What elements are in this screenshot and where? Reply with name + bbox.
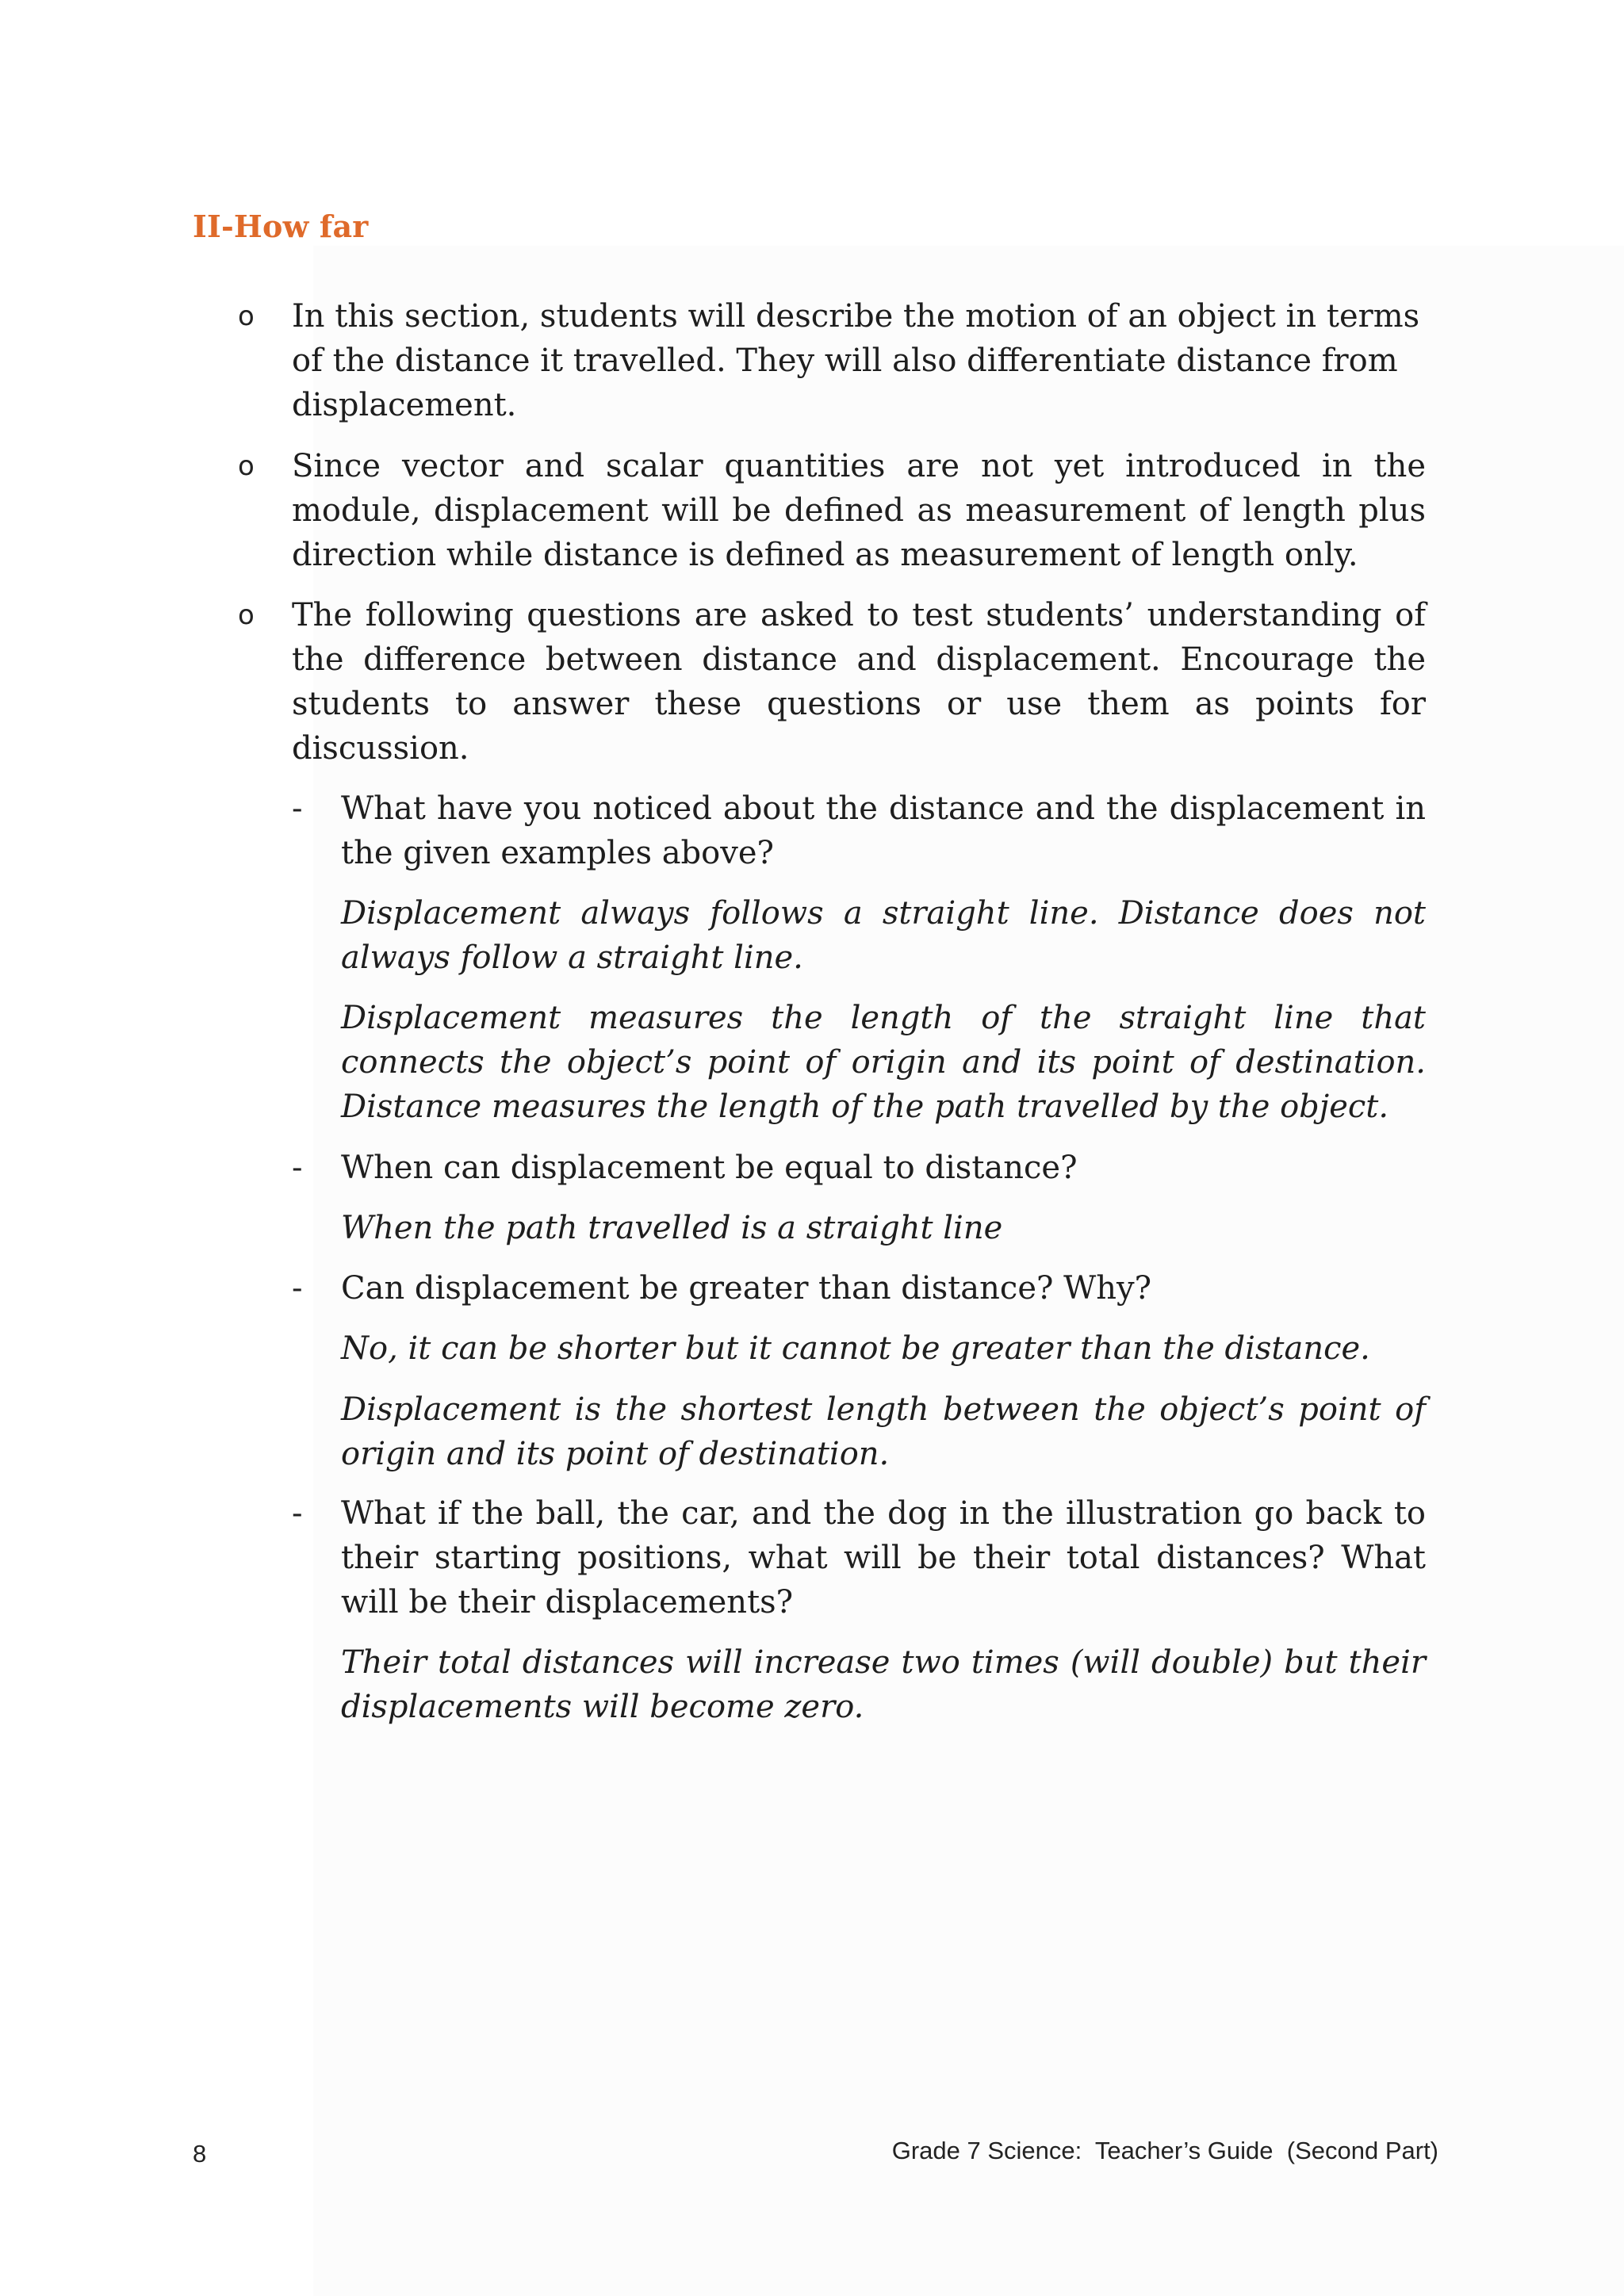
answer-text: Displacement measures the length of the straight line that connects the object’s point of origin and its point of destination. Distance measures the length of the path travelled by the object.	[341, 1000, 1426, 1125]
bullet-text: Since vector and scalar quantities are not yet introduced in the module, displacement will be defined as measurement of length plus direction while distance is defined as measurement of length only.	[292, 448, 1426, 573]
question-text: What if the ball, the car, and the dog in the illustration go back to their starting positions, what will be their total distances? What will be their displacements?	[341, 1495, 1426, 1621]
circle-bullet-icon: o	[238, 450, 255, 482]
page-number: 8	[193, 2140, 207, 2168]
bullet-text: The following questions are asked to test students’ understanding of the difference between distance and displacement. Encourage the students to answer these questions or use them as points for discussion.	[292, 597, 1426, 767]
question-text: When can displacement be equal to distance?	[341, 1150, 1078, 1186]
dash-bullet-icon: -	[292, 1270, 303, 1307]
question-text: Can displacement be greater than distance? Why?	[341, 1270, 1152, 1307]
footer-book-title: Grade 7 Science: Teacher’s Guide (Second Part)	[891, 2137, 1438, 2164]
answer-text: When the path travelled is a straight line	[341, 1210, 1003, 1246]
section-heading: II-How far	[193, 209, 369, 244]
answer-text: Their total distances will increase two times (will double) but their displacements will become zero.	[341, 1644, 1426, 1725]
question-text: What have you noticed about the distance and the displacement in the given examples above?	[341, 790, 1426, 871]
answer-text: Displacement always follows a straight line. Distance does not always follow a straight line.	[341, 895, 1426, 976]
dash-bullet-icon: -	[292, 790, 303, 827]
circle-bullet-icon: o	[238, 599, 255, 631]
answer-text: Displacement is the shortest length between the object’s point of origin and its point of destination.	[341, 1391, 1426, 1472]
dash-bullet-icon: -	[292, 1495, 303, 1532]
circle-bullet-icon: o	[238, 300, 255, 332]
answer-text: No, it can be shorter but it cannot be greater than the distance.	[341, 1330, 1370, 1367]
dash-bullet-icon: -	[292, 1150, 303, 1186]
bullet-text: In this section, students will describe the motion of an object in terms of the distance it travelled. They will also differentiate distance from displacement.	[292, 298, 1420, 423]
